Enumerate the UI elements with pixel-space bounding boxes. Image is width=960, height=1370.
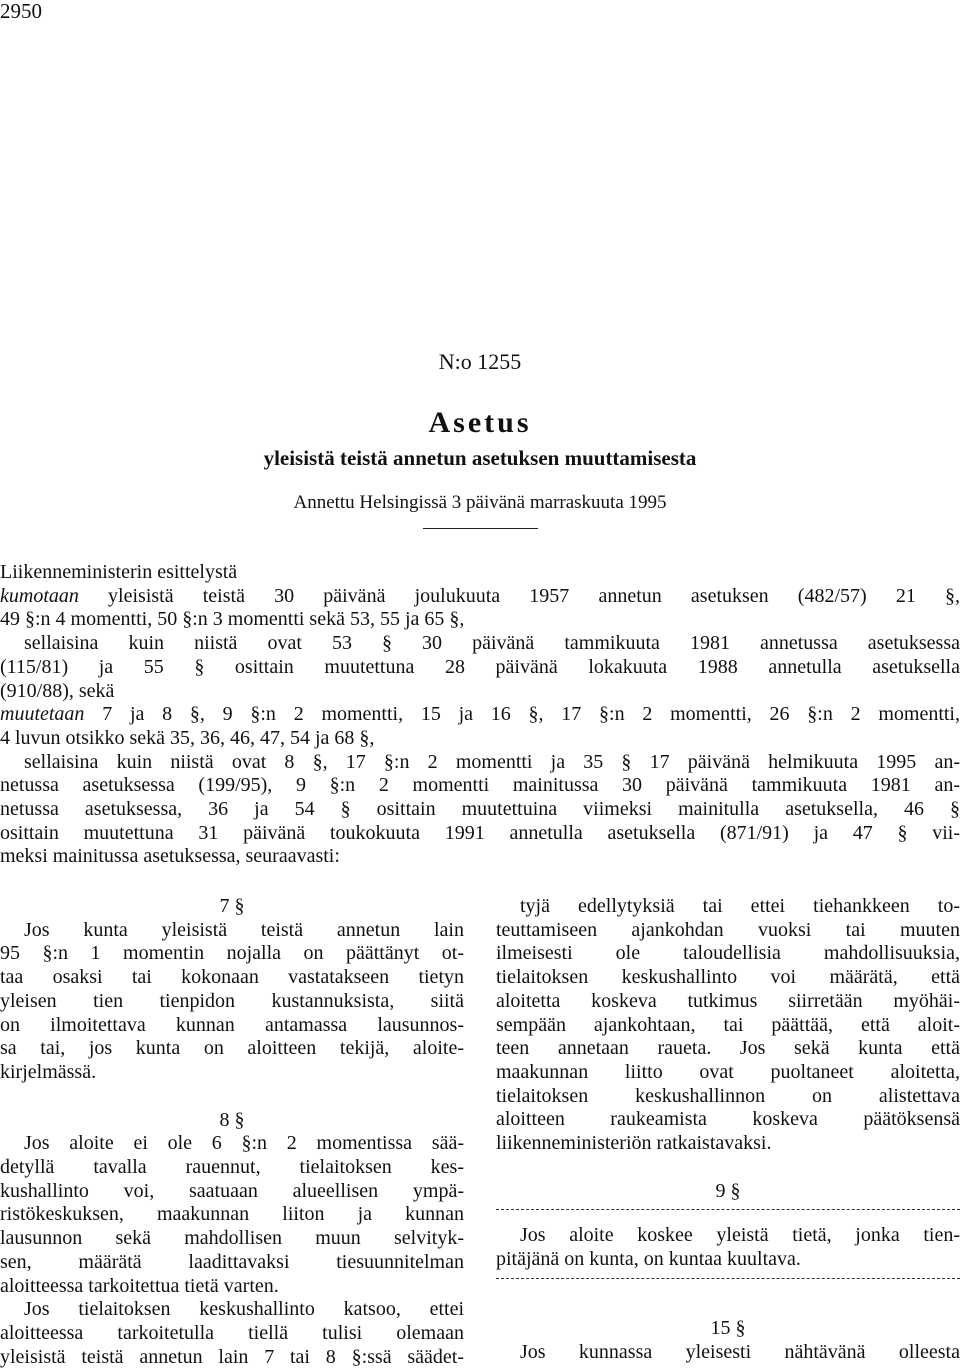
section-8-heading: 8 § — [219, 1108, 245, 1131]
text-line: lausunnon sekä mahdollisen muun selvityk- — [0, 1227, 464, 1250]
text-line: Jos tielaitoksen keskushallinto katsoo, ettei — [24, 1298, 464, 1321]
preamble-line — [0, 727, 960, 751]
text-line: aloitteen raukeamista koskeva päätöksensä — [496, 1108, 960, 1131]
preamble-text: netussa asetuksessa, 36 ja 54 § osittain muutettuina viimeksi mainitulla asetuksella, 46 § — [0, 798, 960, 821]
preamble-text: yleisistä teistä 30 päivänä joulukuuta 1957 annetun asetuksen (482/57) 21 §, — [78, 584, 960, 607]
preamble-line — [0, 632, 960, 656]
preamble-line — [0, 751, 960, 775]
section-7-heading: 7 § — [219, 895, 245, 917]
text-line: detyllä tavalla rauennut, tielaitoksen kes- — [0, 1156, 464, 1179]
text-line: aloitteessa tarkoitetulla tiellä tulisi olemaan — [0, 1321, 464, 1344]
text-line: sa tai, jos kunta on aloitteen tekijä, aloite- — [0, 1037, 464, 1060]
preamble-text: netussa asetuksessa (199/95), 9 §:n 2 momentti mainitussa 30 päivänä tammikuuta 1981 an- — [0, 774, 960, 797]
section-15-heading: 15 § — [710, 1316, 746, 1339]
text-line: yleisen tien tienpidon kustannuksista, siitä — [0, 989, 464, 1012]
preamble-text: osittain muutettuna 31 päivänä toukokuuta 1991 annetulla asetuksella (871/91) ja 47 § vii- — [0, 821, 960, 844]
text-line: tielaitoksen keskushallinto voi määrätä, että — [496, 966, 960, 989]
right-column — [496, 895, 960, 1364]
preamble-text: meksi mainitussa asetuksessa, seuraavasti: — [0, 845, 340, 868]
section-15-body — [496, 1341, 960, 1365]
text-line: kirjelmässä. — [0, 1060, 97, 1083]
preamble-lines — [0, 585, 960, 869]
preamble-text: (910/88), sekä — [0, 679, 115, 702]
text-line: aloitteessa tarkoitettua tietä varten. — [0, 1274, 279, 1297]
preamble-line — [0, 680, 960, 704]
text-line: pitäjänä on kunta, on kuntaa kuultava. — [496, 1248, 801, 1271]
section-9-body — [496, 1224, 960, 1271]
preamble-line — [0, 845, 960, 869]
text-line: kushallinto voi, saatuaan alueellisen ympä- — [0, 1179, 464, 1202]
title-rule — [423, 528, 538, 529]
text-line: Jos kunnassa yleisesti nähtävänä olleesta — [520, 1340, 960, 1363]
text-line: ristökeskuksen, maakunnan liiton ja kunnan — [0, 1203, 464, 1226]
text-line: sempään ajankohtaan, tai päättää, että aloit- — [496, 1013, 960, 1036]
presenter-line: Liikenneministerin esittelystä — [0, 561, 238, 583]
text-line: aloitetta koskeva tutkimus siirretään myöhäi- — [496, 989, 960, 1012]
preamble-text: 49 §:n 4 momentti, 50 §:n 3 momentti sekä 53, 55 ja 65 §, — [0, 608, 465, 631]
preamble-line — [0, 608, 960, 632]
text-line: sen, määrätä laadittavaksi tiesuunnitelman — [0, 1250, 464, 1273]
text-line: on ilmoitettava kunnan antamassa lausunnos- — [0, 1013, 464, 1036]
preamble-line — [0, 774, 960, 798]
preamble-line — [0, 585, 960, 609]
preamble-text: sellaisina kuin niistä ovat 53 § 30 päivänä tammikuuta 1981 annetussa asetuksessa — [24, 632, 960, 655]
text-line: liikenneministeriön ratkaistavaksi. — [496, 1132, 772, 1155]
preamble-text: (115/81) ja 55 § osittain muutettuna 28 päivänä lokakuuta 1988 annetulla asetuksella — [0, 655, 960, 678]
section-8-body — [0, 1132, 464, 1298]
document-title: Asetus — [428, 406, 532, 439]
section-8-paragraph-2 — [0, 1298, 464, 1369]
preamble-text: 7 ja 8 §, 9 §:n 2 momentti, 15 ja 16 §, 17 §:n 2 momentti, 26 §:n 2 momentti, — [84, 703, 960, 726]
section-8-continued — [496, 895, 960, 1156]
preamble-text: sellaisina kuin niistä ovat 8 §, 17 §:n 2 momentti ja 35 § 17 päivänä helmikuuta 1995 an- — [24, 750, 960, 773]
text-line: Jos kunta yleisistä teistä annetun lain — [24, 918, 464, 941]
omission-mark — [496, 1209, 960, 1224]
text-line: teuttamiseen ajankohdan vuoksi tai muuten — [496, 918, 960, 941]
text-line: maakunnan liitto ovat puoltaneet aloitetta, — [496, 1060, 960, 1083]
text-line: yleisistä teistä annetun lain 7 tai 8 §:ssä säädet- — [0, 1345, 464, 1368]
page-number: 2950 — [0, 0, 42, 23]
section-9-heading: 9 § — [715, 1179, 741, 1202]
preamble-text: 4 luvun otsikko sekä 35, 36, 46, 47, 54 ja 68 §, — [0, 726, 375, 749]
document-number: N:o 1255 — [438, 349, 522, 374]
preamble-line — [0, 822, 960, 846]
preamble-line — [0, 656, 960, 680]
text-line: taa osaksi tai kokonaan vastatakseen tietyn — [0, 966, 464, 989]
text-line: tielaitoksen keskushallinnon on alistettava — [496, 1084, 960, 1107]
text-line: ilmeisesti ole taloudellisia mahdollisuuksia, — [496, 942, 960, 965]
left-column — [0, 895, 464, 1369]
text-line: Jos aloite koskee yleistä tietä, jonka tien- — [520, 1224, 960, 1247]
text-line: tyjä edellytyksiä tai ettei tiehankkeen to- — [520, 895, 960, 917]
text-line: Jos aloite ei ole 6 §:n 2 momentissa sää- — [24, 1132, 464, 1155]
section-7-body — [0, 919, 464, 1085]
document-subtitle: yleisistä teistä annetun asetuksen muuttamisesta — [263, 446, 697, 470]
preamble-line — [0, 798, 960, 822]
preamble — [0, 561, 960, 869]
preamble-verb: kumotaan — [0, 584, 79, 607]
omission-mark — [496, 1278, 960, 1293]
issued-line: Annettu Helsingissä 3 päivänä marraskuuta 1995 — [293, 492, 667, 513]
text-line: teen annetaan raueta. Jos sekä kunta että — [496, 1037, 960, 1060]
text-line: 95 §:n 1 momentin nojalla on päättänyt ot- — [0, 942, 464, 965]
preamble-verb: muutetaan — [0, 703, 85, 726]
preamble-line — [0, 703, 960, 727]
